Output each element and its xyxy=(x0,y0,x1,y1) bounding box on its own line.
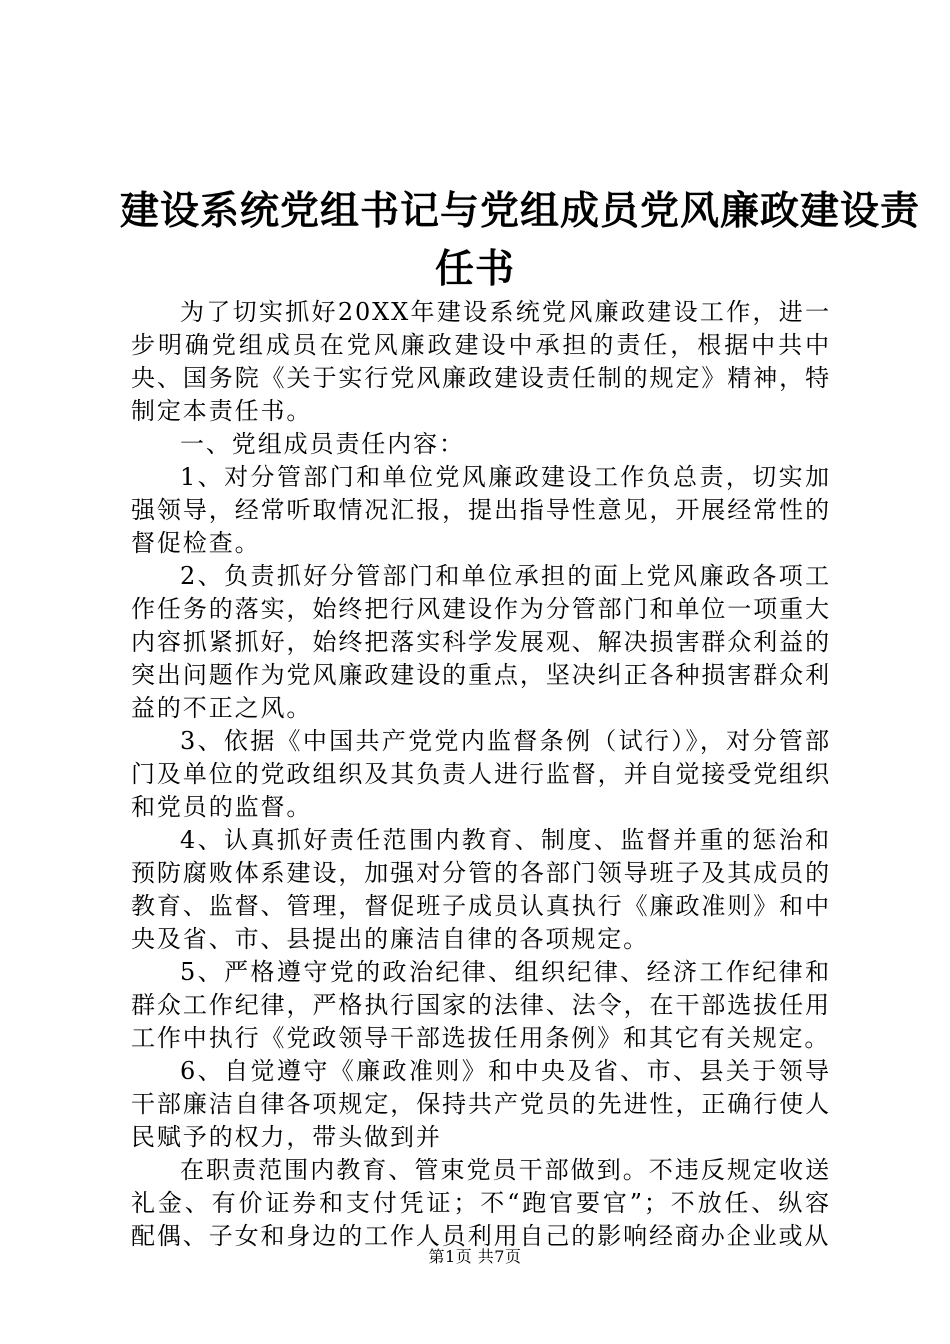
document-title-line-2: 任书 xyxy=(434,246,515,292)
paragraph-intro: 为了切实抓好20XX年建设系统党风廉政建设工作，进一步明确党组成员在党风廉政建设中承担的责任，根据中共中央、国务院《关于实行党风廉政建设责任制的规定》精神，特制定本责任书。 xyxy=(131,298,831,425)
document-body xyxy=(131,296,831,1253)
document-title-line-1: 建设系统党组书记与党组成员党风廉政建设责 xyxy=(120,188,921,234)
paragraph-item-2: 2、负责抓好分管部门和单位承担的面上党风廉政各项工作任务的落实，始终把行风建设作为分管部门和单位一项重大内容抓紧抓好，始终把落实科学发展观、解决损害群众利益的突出问题作为党风廉政建设的重点，坚决纠正各种损害群众利益的不正之风。 xyxy=(131,562,831,722)
paragraph-item-5: 5、严格遵守党的政治纪律、组织纪律、经济工作纪律和群众工作纪律，严格执行国家的法律、法令，在干部选拔任用工作中执行《党政领导干部选拔任用条例》和其它有关规定。 xyxy=(131,958,831,1052)
paragraph-item-1: 1、对分管部门和单位党风廉政建设工作负总责，切实加强领导，经常听取情况汇报，提出指导性意见，开展经常性的督促检查。 xyxy=(131,463,831,557)
paragraph-item-4: 4、认真抓好责任范围内教育、制度、监督并重的惩治和预防腐败体系建设，加强对分管的各部门领导班子及其成员的教育、监督、管理，督促班子成员认真执行《廉政准则》和中央及省、市、县提出的廉洁自律的各项规定。 xyxy=(131,826,831,953)
paragraph-continuation: 在职责范围内教育、管束党员干部做到。不违反规定收送礼金、有价证券和支付凭证；不“跑官要官”；不放任、纵容配偶、子女和身边的工作人员利用自己的影响经商办企业或从 xyxy=(131,1156,831,1250)
page-number-footer: 第1页 共7页 xyxy=(428,1247,522,1266)
paragraph-section-heading: 一、党组成员责任内容： xyxy=(180,430,465,458)
paragraph-item-3: 3、依据《中国共产党党内监督条例（试行）》，对分管部门及单位的党政组织及其负责人进行监督，并自觉接受党组织和党员的监督。 xyxy=(131,727,831,821)
paragraph-item-6: 6、自觉遵守《廉政准则》和中央及省、市、县关于领导干部廉洁自律各项规定，保持共产党员的先进性，正确行使人民赋予的权力，带头做到并 xyxy=(131,1057,831,1151)
